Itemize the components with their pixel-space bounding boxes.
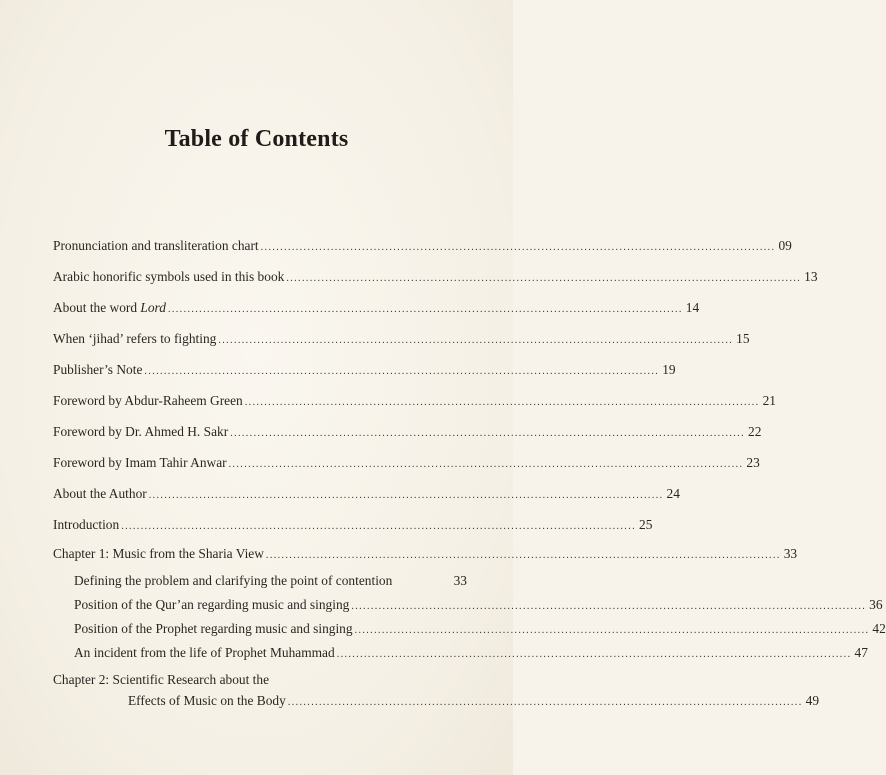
toc-entry-label: Introduction [53, 517, 120, 532]
toc-entry-page: 19 [662, 362, 676, 377]
toc-entry-pronunciation [53, 236, 792, 256]
dot-leader: .................................................................................................................................... [244, 397, 760, 408]
toc-entry-label: Publisher’s Note [53, 362, 143, 377]
toc-subentry-defining-problem [74, 571, 467, 591]
toc-subentry-quran-position [74, 595, 883, 615]
dot-leader: .................................................................................................................................... [351, 601, 867, 612]
toc-entry-page: 47 [854, 645, 868, 660]
toc-entry-label: Foreword by Imam Tahir Anwar [53, 455, 227, 470]
toc-entry-about-author [53, 484, 680, 504]
dot-leader: .................................................................................................................................... [218, 335, 734, 346]
toc-entry-page: 33 [783, 546, 798, 561]
toc-entry-label: Position of the Qur’an regarding music and singing [74, 597, 350, 612]
toc-entry-page: 49 [805, 693, 820, 708]
toc-entry-label-italic: Lord [140, 300, 166, 315]
toc-entry-foreword-green [53, 391, 776, 411]
dot-leader: .................................................................................................................................... [144, 366, 660, 377]
toc-entry-foreword-sakr [53, 422, 762, 442]
page-title: Table of Contents [164, 126, 349, 152]
dot-leader: .................................................................................................................................... [148, 490, 664, 501]
toc-entry-page: 36 [869, 597, 883, 612]
toc-entry-label: Foreword by Abdur-Raheem Green [53, 393, 243, 408]
toc-entry-label [53, 298, 166, 318]
toc-entry-page: 21 [762, 393, 776, 408]
toc-entry-label: Pronunciation and transliteration chart [53, 238, 259, 253]
dot-leader: .................................................................................................................................... [265, 550, 781, 561]
toc-subentry-incident [74, 643, 868, 663]
toc-entry-page: 09 [778, 238, 792, 253]
toc-entry-label: Arabic honorific symbols used in this book [53, 269, 285, 284]
toc-entry-page: 24 [666, 486, 680, 501]
toc-entry-page: 14 [685, 300, 700, 315]
toc-entry-label: About the Author [53, 486, 147, 501]
toc-entry-label: Foreword by Dr. Ahmed H. Sakr [53, 424, 229, 439]
toc-entry-chapter-2 [53, 670, 467, 690]
dot-leader: .................................................................................................................................... [287, 697, 803, 708]
toc-entry-label-text: About the word [53, 300, 141, 315]
dot-leader: .................................................................................................................................... [230, 428, 745, 439]
toc-subentry-prophet-position [74, 619, 886, 639]
toc-entry-chapter-2-continued [128, 691, 820, 711]
toc-entry-honorific-symbols [53, 267, 818, 287]
dot-leader: .................................................................................................................................... [354, 625, 870, 636]
dot-leader: .................................................................................................................................... [260, 242, 776, 253]
dot-leader: .................................................................................................................................... [167, 304, 683, 315]
dot-leader: .................................................................................................................................... [121, 521, 637, 532]
toc-entry-page: 23 [746, 455, 760, 470]
toc-entry-publishers-note [53, 360, 676, 380]
dot-leader: .................................................................................................................................... [286, 273, 802, 284]
dot-leader: .................................................................................................................................... [336, 649, 852, 660]
toc-entry-page: 15 [736, 331, 750, 346]
toc-entry-foreword-anwar [53, 453, 760, 473]
toc-entry-chapter-1 [53, 544, 798, 564]
toc-entry-about-word-lord [53, 298, 700, 318]
toc-entry-page: 22 [748, 424, 762, 439]
toc-entry-label: When ‘jihad’ refers to fighting [53, 331, 217, 346]
toc-entry-label: Chapter 2: Scientific Research about the [53, 672, 270, 687]
toc-entry-label: Chapter 1: Music from the Sharia View [53, 546, 264, 561]
toc-entry-page: 42 [872, 621, 886, 636]
toc-entry-page: 33 [453, 573, 467, 588]
toc-entry-jihad [53, 329, 750, 349]
toc-entry-introduction [53, 515, 653, 535]
toc-entry-page: 25 [639, 517, 653, 532]
toc-entry-label: An incident from the life of Prophet Muhammad [74, 645, 335, 660]
toc-entry-page: 13 [804, 269, 818, 284]
toc-entry-label: Position of the Prophet regarding music and singing [74, 621, 353, 636]
toc-entry-label: Defining the problem and clarifying the point of contention [74, 573, 393, 588]
dot-leader: .................................................................................................................................... [228, 459, 744, 470]
toc-entry-label: Effects of Music on the Body [128, 693, 286, 708]
